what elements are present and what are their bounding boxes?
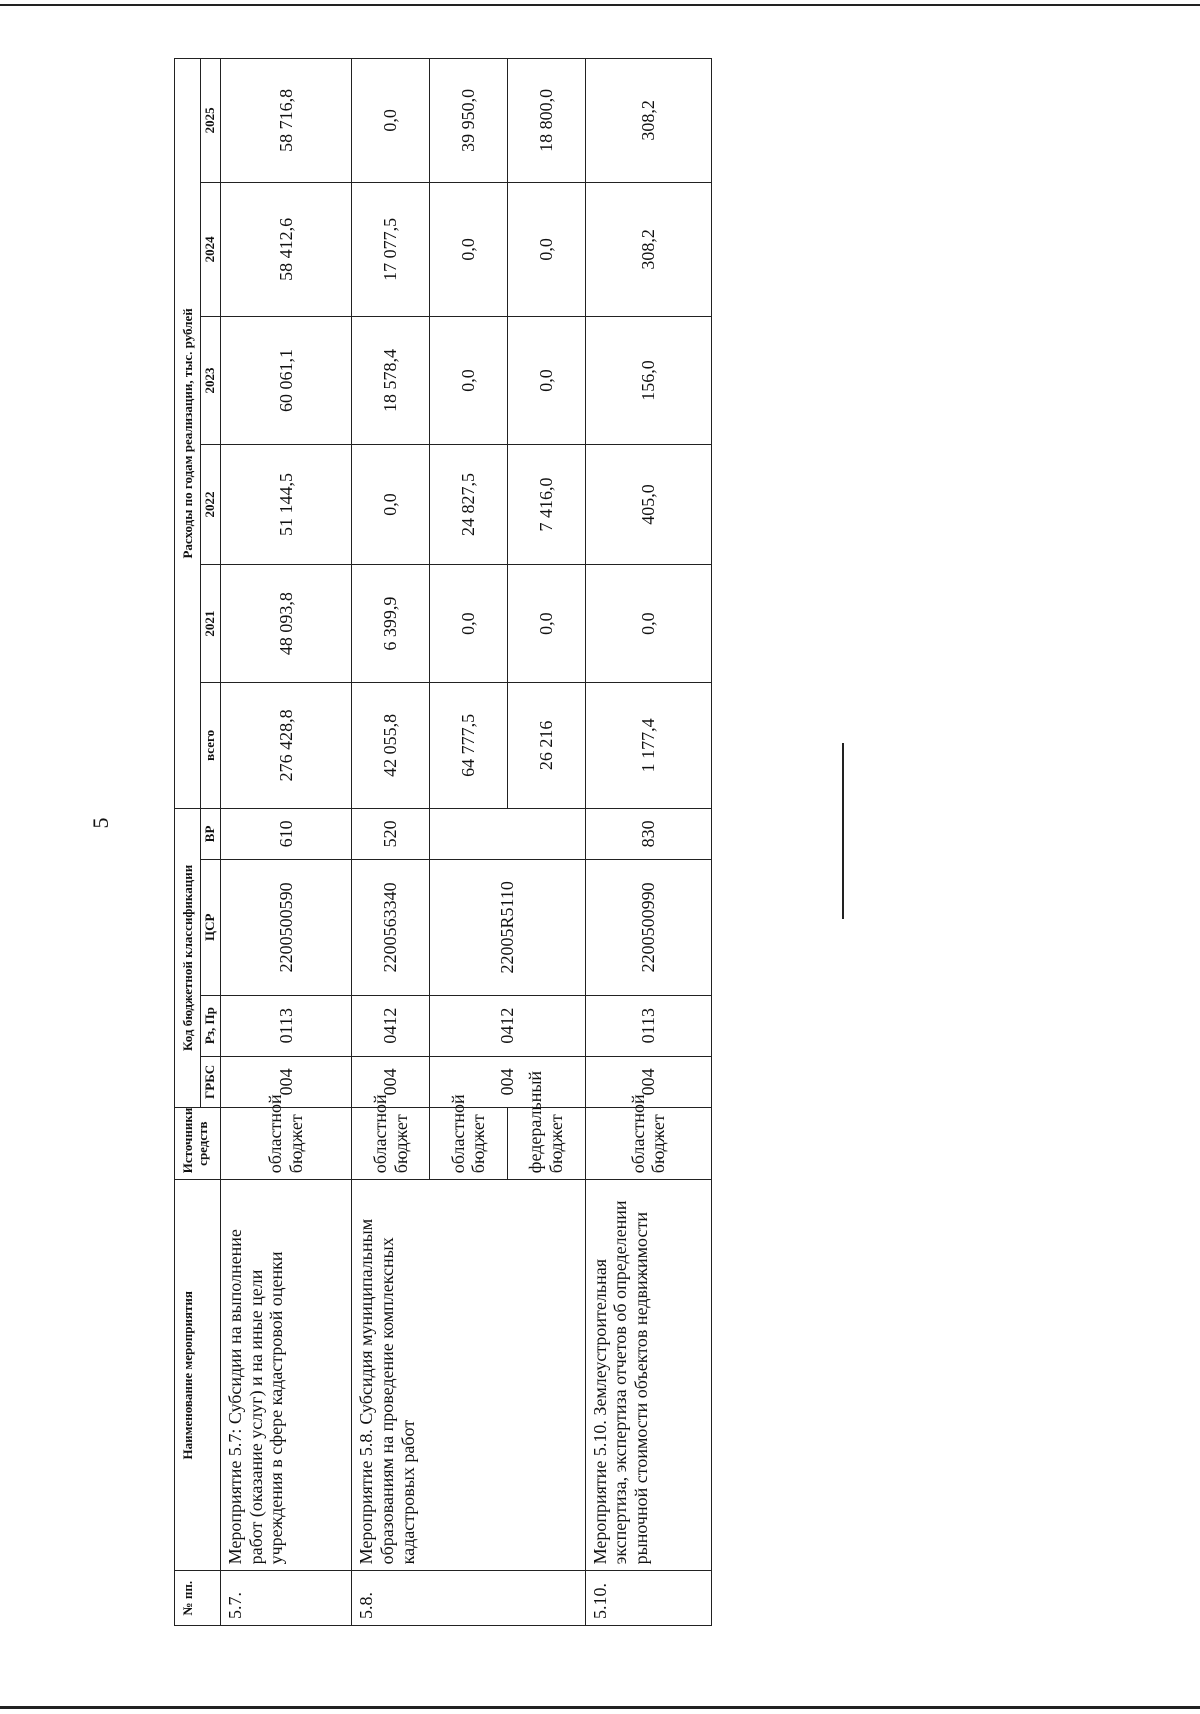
header-csr: ЦСР [200,860,220,995]
row-2024: 308,2 [585,182,711,316]
row-2025: 0,0 [352,59,430,183]
row-2024: 58 412,6 [220,182,351,316]
row-2022: 0,0 [352,444,430,564]
row-csr: 2200500590 [220,860,351,995]
header-budget-code: Код бюджетной классификации [175,808,201,1107]
row-rzpr: 0412 [352,995,430,1056]
row-2024: 0,0 [429,182,507,316]
bottom-rule [0,1706,1200,1709]
row-vr: 520 [352,808,430,859]
row-2025: 39 950,0 [429,59,507,183]
row-2024: 17 077,5 [352,182,430,316]
row-rzpr: 0113 [585,995,711,1056]
header-name: Наименование мероприятия [175,1180,221,1571]
header-expenses: Расходы по годам реализации, тыс. рублей [175,59,201,809]
row-2023: 60 061,1 [220,317,351,445]
row-2022: 51 144,5 [220,444,351,564]
header-2022: 2022 [200,444,220,564]
budget-table-container [174,58,712,1626]
row-total: 64 777,5 [429,683,507,809]
row-total: 26 216 [507,683,585,809]
row-2021: 6 399,9 [352,565,430,683]
row-2021: 0,0 [507,565,585,683]
row-2022: 7 416,0 [507,444,585,564]
header-2023: 2023 [200,317,220,445]
row-name: Мероприятие 5.8. Субсидия муниципальным образованиям на проведение комплексных кадастровых работ [352,1180,585,1571]
top-rule [0,4,1200,6]
row-2021: 0,0 [585,565,711,683]
table-row [220,59,351,1626]
row-2023: 18 578,4 [352,317,430,445]
row-total: 276 428,8 [220,683,351,809]
row-grbs: 004 [429,1056,585,1107]
header-2024: 2024 [200,182,220,316]
row-2023: 0,0 [429,317,507,445]
header-sources: Источники средств [175,1108,221,1180]
row-2022: 405,0 [585,444,711,564]
row-rzpr: 0113 [220,995,351,1056]
row-number: 5.10. [585,1571,711,1626]
row-rzpr: 0412 [429,995,585,1056]
header-total: всего [200,683,220,809]
header-2025: 2025 [200,59,220,183]
row-number: 5.7. [220,1571,351,1626]
header-row [175,59,201,1626]
header-rzpr: Рз, Пр [200,995,220,1056]
row-2025: 58 716,8 [220,59,351,183]
row-csr: 22005R5110 [429,860,585,995]
row-vr: 610 [220,808,351,859]
row-source: областной бюджет [585,1108,711,1180]
table-row [585,59,711,1626]
row-2021: 48 093,8 [220,565,351,683]
row-2022: 24 827,5 [429,444,507,564]
row-total: 1 177,4 [585,683,711,809]
row-number: 5.8. [352,1571,585,1626]
row-name: Мероприятие 5.7: Субсидии на выполнение работ (оказание услуг) и на иные цели учреждения в сфере кадастровой оценки [220,1180,351,1571]
row-source: федеральный бюджет [507,1108,585,1180]
separator-line [842,743,844,919]
row-vr [429,808,585,859]
row-source: областной бюджет [220,1108,351,1180]
header-num: № пп. [175,1571,221,1626]
row-2025: 308,2 [585,59,711,183]
row-vr: 830 [585,808,711,859]
row-csr: 2200500990 [585,860,711,995]
budget-table [174,58,712,1626]
row-total: 42 055,8 [352,683,430,809]
row-grbs: 004 [220,1056,351,1107]
row-csr: 2200563340 [352,860,430,995]
row-2025: 18 800,0 [507,59,585,183]
row-grbs: 004 [585,1056,711,1107]
header-grbs: ГРБС [200,1056,220,1107]
row-source: областной бюджет [429,1108,507,1180]
page-number: 5 [88,817,113,829]
header-vr: ВР [200,808,220,859]
row-name: Мероприятие 5.10. Землеустроительная экспертиза, экспертиза отчетов об определении рыночной стоимости объектов недвижимости [585,1180,711,1571]
table-row [352,59,430,1626]
row-source: областной бюджет [352,1108,430,1180]
row-grbs: 004 [352,1056,430,1107]
row-2023: 156,0 [585,317,711,445]
row-2021: 0,0 [429,565,507,683]
row-2023: 0,0 [507,317,585,445]
row-2024: 0,0 [507,182,585,316]
header-2021: 2021 [200,565,220,683]
